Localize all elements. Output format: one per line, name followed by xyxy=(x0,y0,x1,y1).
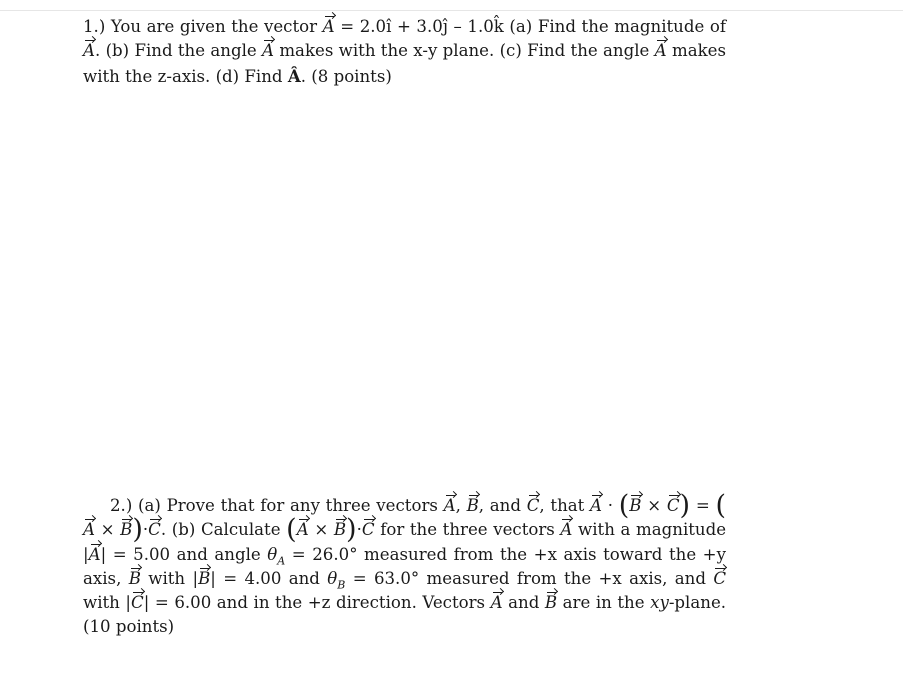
vector-a-symbol: A xyxy=(491,591,503,615)
period: . xyxy=(160,520,167,540)
vector-a-symbol: A xyxy=(323,15,335,39)
vector-a-symbol: A xyxy=(83,39,95,63)
cross-operator: × xyxy=(314,520,329,540)
part-b-text: (b) Find the angle xyxy=(105,41,257,61)
theta-symbol: θ xyxy=(267,544,278,564)
vector-c-symbol: C xyxy=(148,518,161,542)
magnitude-a-value: = 5.00 and angle xyxy=(112,544,261,564)
with-text: with xyxy=(83,593,120,613)
period: . xyxy=(94,41,101,61)
vector-c-symbol: C xyxy=(131,591,144,615)
vector-a-symbol: A xyxy=(83,518,95,542)
vector-a-symbol: A xyxy=(560,518,572,542)
cross-operator: × xyxy=(647,496,662,515)
page-top-rule xyxy=(0,10,903,11)
vector-b-symbol: B xyxy=(198,567,210,591)
are-in-text: are in the xyxy=(562,593,645,613)
equals-sign: = xyxy=(695,496,710,515)
dot-operator: · xyxy=(356,520,362,540)
equals-sign: = xyxy=(154,593,169,613)
dot-operator: · xyxy=(142,520,149,540)
vector-b-symbol: B xyxy=(629,494,641,518)
part-d-text: (d) Find xyxy=(215,66,283,86)
theta-subscript-a: A xyxy=(277,553,286,567)
dot-operator: · xyxy=(607,496,614,515)
cross-operator: × xyxy=(100,520,115,540)
part-b-for-text: for the three vectors xyxy=(380,520,555,540)
vector-a-symbol: A xyxy=(89,543,101,567)
vector-b-symbol: B xyxy=(129,567,141,591)
part-b-intro: (b) Calculate xyxy=(171,520,281,540)
xy-plane-label: xy xyxy=(650,593,669,613)
with-text: with xyxy=(148,568,186,588)
problem-1-number: 1.) xyxy=(83,17,106,36)
angle-b-text: = 63.0° measured from the +x axis, and xyxy=(352,568,706,588)
theta-symbol: θ xyxy=(327,568,338,588)
vector-b-symbol: B xyxy=(334,518,346,542)
angle-a-text: = 26.0° measured from the +x axis toward the +y axis, xyxy=(83,544,726,588)
part-b-end-text: makes with the x-y plane. xyxy=(279,41,495,61)
vector-a-symbol: A xyxy=(297,518,309,542)
vector-a-symbol: A xyxy=(655,39,667,63)
close-paren: ) xyxy=(679,490,691,521)
open-paren: ( xyxy=(618,490,630,521)
vector-components: 2.0î + 3.0ĵ – 1.0k̂ xyxy=(359,17,504,36)
equals-sign: = xyxy=(340,17,355,36)
vector-c-symbol: C xyxy=(713,567,726,591)
unit-vector-a-hat: Â xyxy=(287,65,301,86)
vector-c-symbol: C xyxy=(362,518,375,542)
magnitude-b-value: = 4.00 and xyxy=(223,568,320,588)
that-text: , that xyxy=(539,496,585,515)
close-paren: ) xyxy=(132,514,143,546)
part-a-intro: (a) Prove that for any three vectors xyxy=(138,496,438,515)
part-c-text: (c) Find the angle xyxy=(499,41,650,61)
problem-2: 2.) (a) Prove that for any three vectors A, B, and C, that A · (B × C) = (A × B)·C. (b) Calculate (A × B)·C for the three vectors A with a magnitude |A| = 5.00 and angle $\theta_A = 26.0^\circ$ measured from the +x axis toward the +y axis, B with |B| = 4.00 and $\theta_B = 63.0^\circ$ measured from the +x axis, and C with |C| = 6.00 and in the +z direction. Vectors A and B are in the xy-plane. (10 points) xyxy=(83,490,727,637)
vector-c-symbol: C xyxy=(527,494,540,518)
and-word: and xyxy=(508,593,540,613)
magnitude-c-text: 6.00 and in the +z direction. Vectors xyxy=(174,593,486,613)
problem-1 xyxy=(83,15,726,89)
vector-a-symbol: A xyxy=(262,39,274,63)
comma: , xyxy=(455,496,461,515)
plane-points-text: -plane. (10 points) xyxy=(83,593,727,637)
theta-subscript-b: B xyxy=(337,578,346,592)
part-c-end-text: makes with the z-axis. xyxy=(83,41,726,86)
problem-2-number: 2.) xyxy=(110,496,133,515)
points-text: . (8 points) xyxy=(300,66,392,86)
open-paren: ( xyxy=(286,514,297,546)
vector-b-symbol: B xyxy=(545,591,557,615)
with-magnitude-text: with a magnitude xyxy=(578,520,727,540)
close-paren: ) xyxy=(346,514,357,546)
vector-c-symbol: C xyxy=(667,494,680,518)
vector-a-symbol: A xyxy=(444,494,456,518)
problem-1-intro: You are given the vector xyxy=(110,17,318,36)
vector-b-symbol: B xyxy=(120,518,132,542)
vector-a-symbol: A xyxy=(590,494,602,518)
vector-b-symbol: B xyxy=(467,494,479,518)
open-paren: ( xyxy=(715,490,726,521)
part-a-text: (a) Find the magnitude of xyxy=(509,17,727,36)
and-text: , and xyxy=(478,496,521,515)
